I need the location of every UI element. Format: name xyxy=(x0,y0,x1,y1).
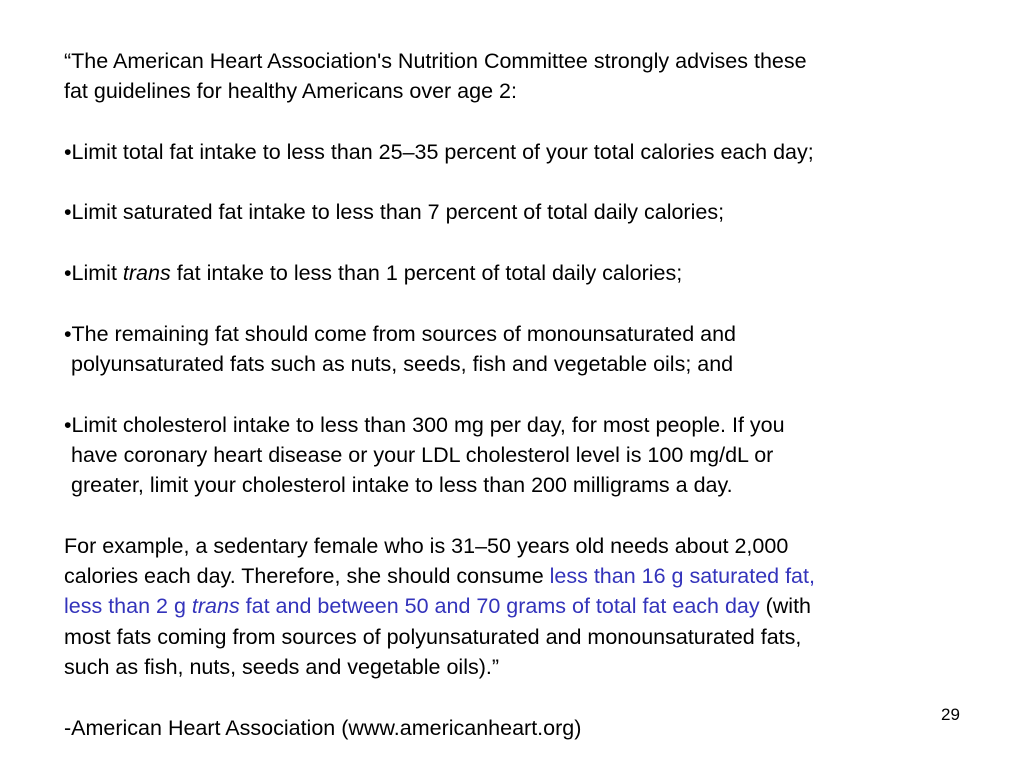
bullet-remaining-line-2: polyunsaturated fats such as nuts, seeds, fish and vegetable oils; and xyxy=(71,351,734,376)
example-line-4: most fats coming from sources of polyunsaturated and monounsaturated fats, xyxy=(64,624,802,649)
bullet-trans-prefix: •Limit xyxy=(64,261,123,286)
example-line-2 xyxy=(64,561,1014,591)
intro-line-2: fat guidelines for healthy Americans over age 2: xyxy=(64,79,517,104)
spacer xyxy=(64,107,1014,137)
bullet-trans-fat xyxy=(64,258,1014,288)
example-line-3 xyxy=(64,591,1014,621)
example-line-5: such as fish, nuts, seeds and vegetable oils).” xyxy=(64,654,500,679)
spacer xyxy=(64,228,1014,258)
example-line-3-plain: (with xyxy=(759,594,812,619)
bullet-total-fat: •Limit total fat intake to less than 25–35 percent of your total calories each day; xyxy=(64,139,814,164)
attribution: -American Heart Association (www.americanheart.org) xyxy=(64,715,582,740)
bullet-cholesterol-line-2: have coronary heart disease or your LDL cholesterol level is 100 mg/dL or xyxy=(71,442,774,467)
example-highlight-saturated: less than 16 g saturated fat, xyxy=(549,564,815,589)
example-line-1: For example, a sedentary female who is 31–50 years old needs about 2,000 xyxy=(64,533,789,558)
spacer xyxy=(64,379,1014,409)
spacer xyxy=(64,500,1014,530)
intro-line-1: “The American Heart Association's Nutrition Committee strongly advises these xyxy=(64,49,807,73)
bullet-trans-suffix: fat intake to less than 1 percent of total daily calories; xyxy=(170,261,683,286)
bullet-remaining-line-1: •The remaining fat should come from sources of monounsaturated and xyxy=(64,321,737,346)
page-number: 29 xyxy=(941,705,960,724)
bullet-saturated-fat: •Limit saturated fat intake to less than 7 percent of total daily calories; xyxy=(64,200,725,225)
example-highlight-trans-a: less than 2 g xyxy=(64,594,192,619)
spacer xyxy=(64,288,1014,318)
spacer xyxy=(64,682,1014,712)
example-line-2-plain: calories each day. Therefore, she should consume xyxy=(64,564,550,589)
example-highlight-total-fat: fat and between 50 and 70 grams of total fat each day xyxy=(239,594,760,619)
trans-word: trans xyxy=(122,261,171,286)
example-highlight-trans-word: trans xyxy=(191,594,240,619)
slide-body xyxy=(64,46,1014,743)
bullet-cholesterol-line-3: greater, limit your cholesterol intake to less than 200 milligrams a day. xyxy=(71,473,733,498)
bullet-cholesterol-line-1: •Limit cholesterol intake to less than 300 mg per day, for most people. If you xyxy=(64,412,785,437)
spacer xyxy=(64,167,1014,197)
